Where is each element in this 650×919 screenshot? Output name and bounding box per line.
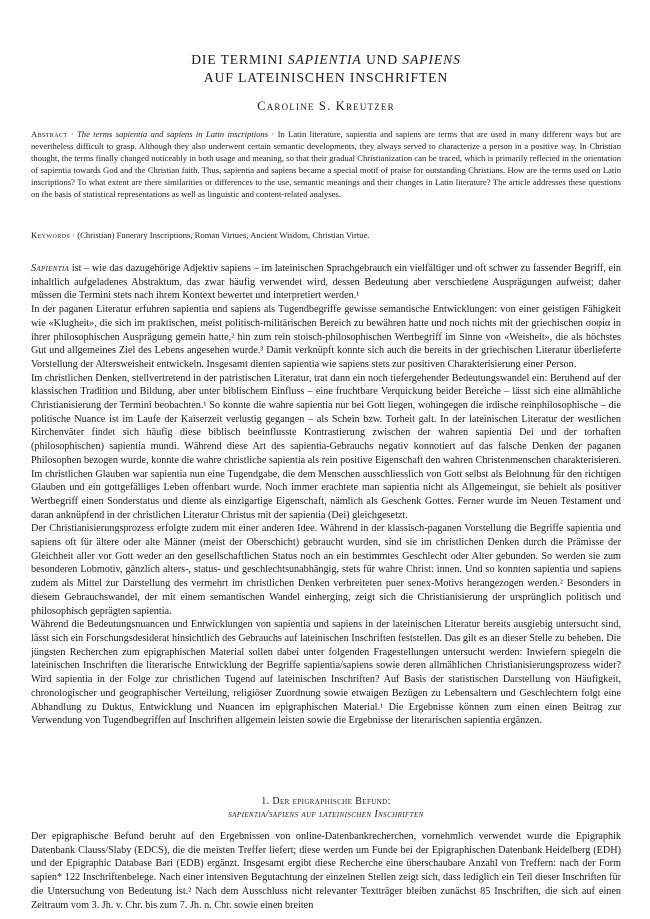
title-text-c: UND: [361, 52, 403, 67]
abstract-label: Abstract: [31, 129, 68, 139]
abstract-text: · In Latin literature, sapientia and sapiens are terms that are used in many different ways but are nevertheless difficult to grasp. Although they also underwent certain semantic developments, they always served to characterize a person in a positive way. In Christian thought, the terms finally changed noticeably in both usage and meaning, so that their gradual Christianization can be traced, which is primarily reflected in the orientation of sapientia towards God and the Christian faith. Thus, sapientia and sapiens became a special motif of praise for outstanding Christians. How are the terms used on Latin inscriptions? To what extent are there similarities or differences to the use, semantic meanings and their changes in Latin literature? The article addresses these questions on the basis of statistical representations as well as linguistic and content-related analyses.: [31, 129, 621, 200]
paragraph-3: Im christlichen Denken, stellvertretend in der patristischen Literatur, trat dann ein noch tiefergehender Bedeutungswandel ein: Beruhend auf der klassischen Tradition und Bildung, aber unter biblischem Einfluss – eine fruchtbare Verquickung beider Bereiche – lässt sich eine allmähliche Christianisierung der Termini beobachten.¹ So konnte die wahre sapientia nur bei Gott liegen, wohingegen die irdische reinphilosophische – die politische Nuance ist im Laufe der Kaiserzeit verlustig gegangen – als Schein bzw. Torheit galt. In der lateinischen Literatur der westlichen Kirchenväter findet sich häufig diese biblisch beeinflusste Kontrastierung zwischen der wahren sapientia Dei und der torhaften (philosophischen) sapientia mundi. Während diese Art des sapientia-Gebrauchs negativ konnotiert auf das falsche Denken der paganen Philosophen bezogen wurde, konnte die wahre christliche sapientia als rein positive Eigenschaft den wahren Christenmenschen charakterisieren. Im christlichen Glauben war sapientia nun eine Tugendgabe, die dem Menschen ausschliesslich von Gott selbst als Belohnung für den richtigen Glauben und ein gottgefälliges Leben offenbart wurde. Noch immer erachtete man sapientia nicht als Allgemeingut, sie behielt als positiver Wertbegriff einen Sonderstatus und diente als einzigartige Eigenschaft, nämlich als Geschenk Gottes. Ferner wurde im Neuen Testament und daran anknüpfend in der christlichen Literatur Christus mit der sapientia (Dei) gleichgesetzt.: [31, 372, 621, 521]
keywords-label: Keywords: [31, 230, 71, 240]
title-text-a: DIE TERMINI: [191, 52, 288, 67]
body-text: [31, 262, 621, 728]
title-text-d: SAPIENS: [402, 52, 461, 67]
title-line-2: AUF LATEINISCHEN INSCHRIFTEN: [203, 70, 449, 85]
section-heading: [31, 795, 621, 821]
author-name: Caroline S. Kreutzer: [257, 99, 395, 113]
abstract: [31, 128, 621, 201]
paragraph-1-text: ist – wie das dazugehörige Adjektiv sapiens – im lateinischen Sprachgebrauch ein vielfältiger und oft schwer zu fassender Begriff, ein inhaltlich aufgeladenes Abstraktum, das zwar häufig verwendet wird, dessen Bedeutung aber verschiedene Ausprägungen aufweist; daher müssen die Termini stets nach ihrem Kontext bewertet und interpretiert werden.¹: [31, 263, 621, 302]
abstract-heading: The terms sapientia and sapiens in Latin inscriptions: [77, 129, 269, 139]
title-line-1: [31, 51, 621, 69]
abstract-sep: ·: [67, 129, 77, 139]
keywords-text: · (Christian) Funerary Inscriptions, Roman Virtues, Ancient Wisdom, Christian Virtue.: [70, 230, 370, 240]
section-heading-line-2: sapientia/sapiens auf lateinischen Inschriften: [228, 809, 424, 820]
title-text-b: SAPIENTIA: [287, 52, 362, 67]
keywords: [31, 229, 621, 241]
section-heading-line-1: 1. Der epigraphische Befund:: [261, 796, 391, 807]
paragraph-2: In der paganen Literatur erfuhren sapientia und sapiens als Tugendbegriffe gewisse semantische Entwicklungen: von einer geistigen Fähigkeit wie «Klugheit», die sich im praktischen, meist politisch-militärischen Bereich zu bewähren hatte und noch nichts mit der griechischen σοφία in ihrer philosophischen Ausprägung gemein hatte,² hin zum rein stoisch-philosophischen Wertbegriff im Sinne von «Weisheit», die als höchstes Gut und allgemeines Ziel des Lebens angesehen wurde.³ Damit verknüpft konnte sich auch die bereits in der griechischen Literatur überlieferte Vorstellung der Altersweisheit entwickeln. Insgesamt dienten sapientia wie sapiens stets zur positiven Charakterisierung einer Person.: [31, 304, 621, 370]
paragraph-5: Während die Bedeutungsnuancen und Entwicklungen von sapientia und sapiens in der lateinischen Literatur bereits ausgiebig untersucht sind, lässt sich ein Forschungsdesiderat hinsichtlich des Gebrauchs auf lateinischen Inschriften feststellen. Das gilt es an dieser Stelle zu beheben. Die jüngsten Recherchen zum epigraphischen Material sollen dabei unter folgenden Fragestellungen untersucht werden: Inwiefern spiegeln die lateinischen Inschriften die literarische Entwicklung der Begriffe sapientia/sapiens sowie deren allmählichen Christianisierungsprozess wider? Wird sapientia in der Folge zur christlichen Tugend auf lateinischen Inschriften? Auf Basis der statistischen Darstellung von Häufigkeit, chronologischer und geographischer Verteilung, religiöser Zuordnung sowie etwaigen Bezügen zu Lebensaltern und Geschlechtern folgt eine Abhandlung zu Duktus, Entwicklung und Nuancen im epigraphischen Material.¹ Die Ergebnisse können zum einen einen Beitrag zur Verwendung von Tugendbegriffen auf Inschriften allgemein leisten sowie die Ergebnisse der literarischen sapientia ergänzen.: [31, 619, 621, 727]
section-paragraph-1: Der epigraphische Befund beruht auf den Ergebnissen von online-Datenbankrecherchen, vornehmlich verwendet wurde die Epigraphik Datenbank Clauss/Slaby (EDCS), die die meisten Treffer liefert; diese werden um Funde bei der Epigraphischen Datenbank Heidelberg (EDH) und der Epigraphic Database Bari (EDB) ergänzt. Insgesamt ergibt diese Recherche eine überschaubare Anzahl von Treffern: nach der Form sapien* 122 Inschriftenbelege. Nach einer intensiven Begutachtung der einzelnen Stellen zeigt sich, dass lediglich ein Teil dieser Inschriften für die Untersuchung von Bedeutung ist.² Nach dem Ausschluss nicht relevanter Textträger bleiben zunächst 85 Inschriften, die sich auf einen Zeitraum vom 3. Jh. v. Chr. bis zum 7. Jh. n. Chr. sowie einen breiten: [31, 831, 621, 911]
paragraph-1: [31, 262, 621, 303]
paragraph-1-lead: Sapientia: [31, 263, 70, 274]
article-title: [31, 51, 621, 87]
section-body: [31, 830, 621, 912]
paragraph-4: Der Christianisierungsprozess erfolgte zudem mit einer anderen Idee. Während in der klassisch-paganen Vorstellung die Begriffe sapientia und sapiens oft für ältere oder alte Männer (meist der Oberschicht) gebraucht wurden, sind sie im christlichen Denken durch die Prämisse der Gleichheit aller vor Gott weder an den gesellschaftlichen Status noch an ein bestimmtes Geschlecht oder Alter gebunden. So werden sie zum besonderen Lobmotiv, gänzlich alters-, status- und geschlechtsunabhängig, stets für wahre Christ: innen. Und so konnten sapientia und sapiens zudem als Mittel zur Darstellung des vermehrt im christlichen Denken verbreiteten puer senex-Motivs herangezogen werden.² Besonders in diesem Gebrauchswandel, der mit einem semantischen Wandel einherging, zeigt sich die Christianisierung der ursprünglich politisch und philosophisch geprägten sapientia.: [31, 523, 621, 617]
